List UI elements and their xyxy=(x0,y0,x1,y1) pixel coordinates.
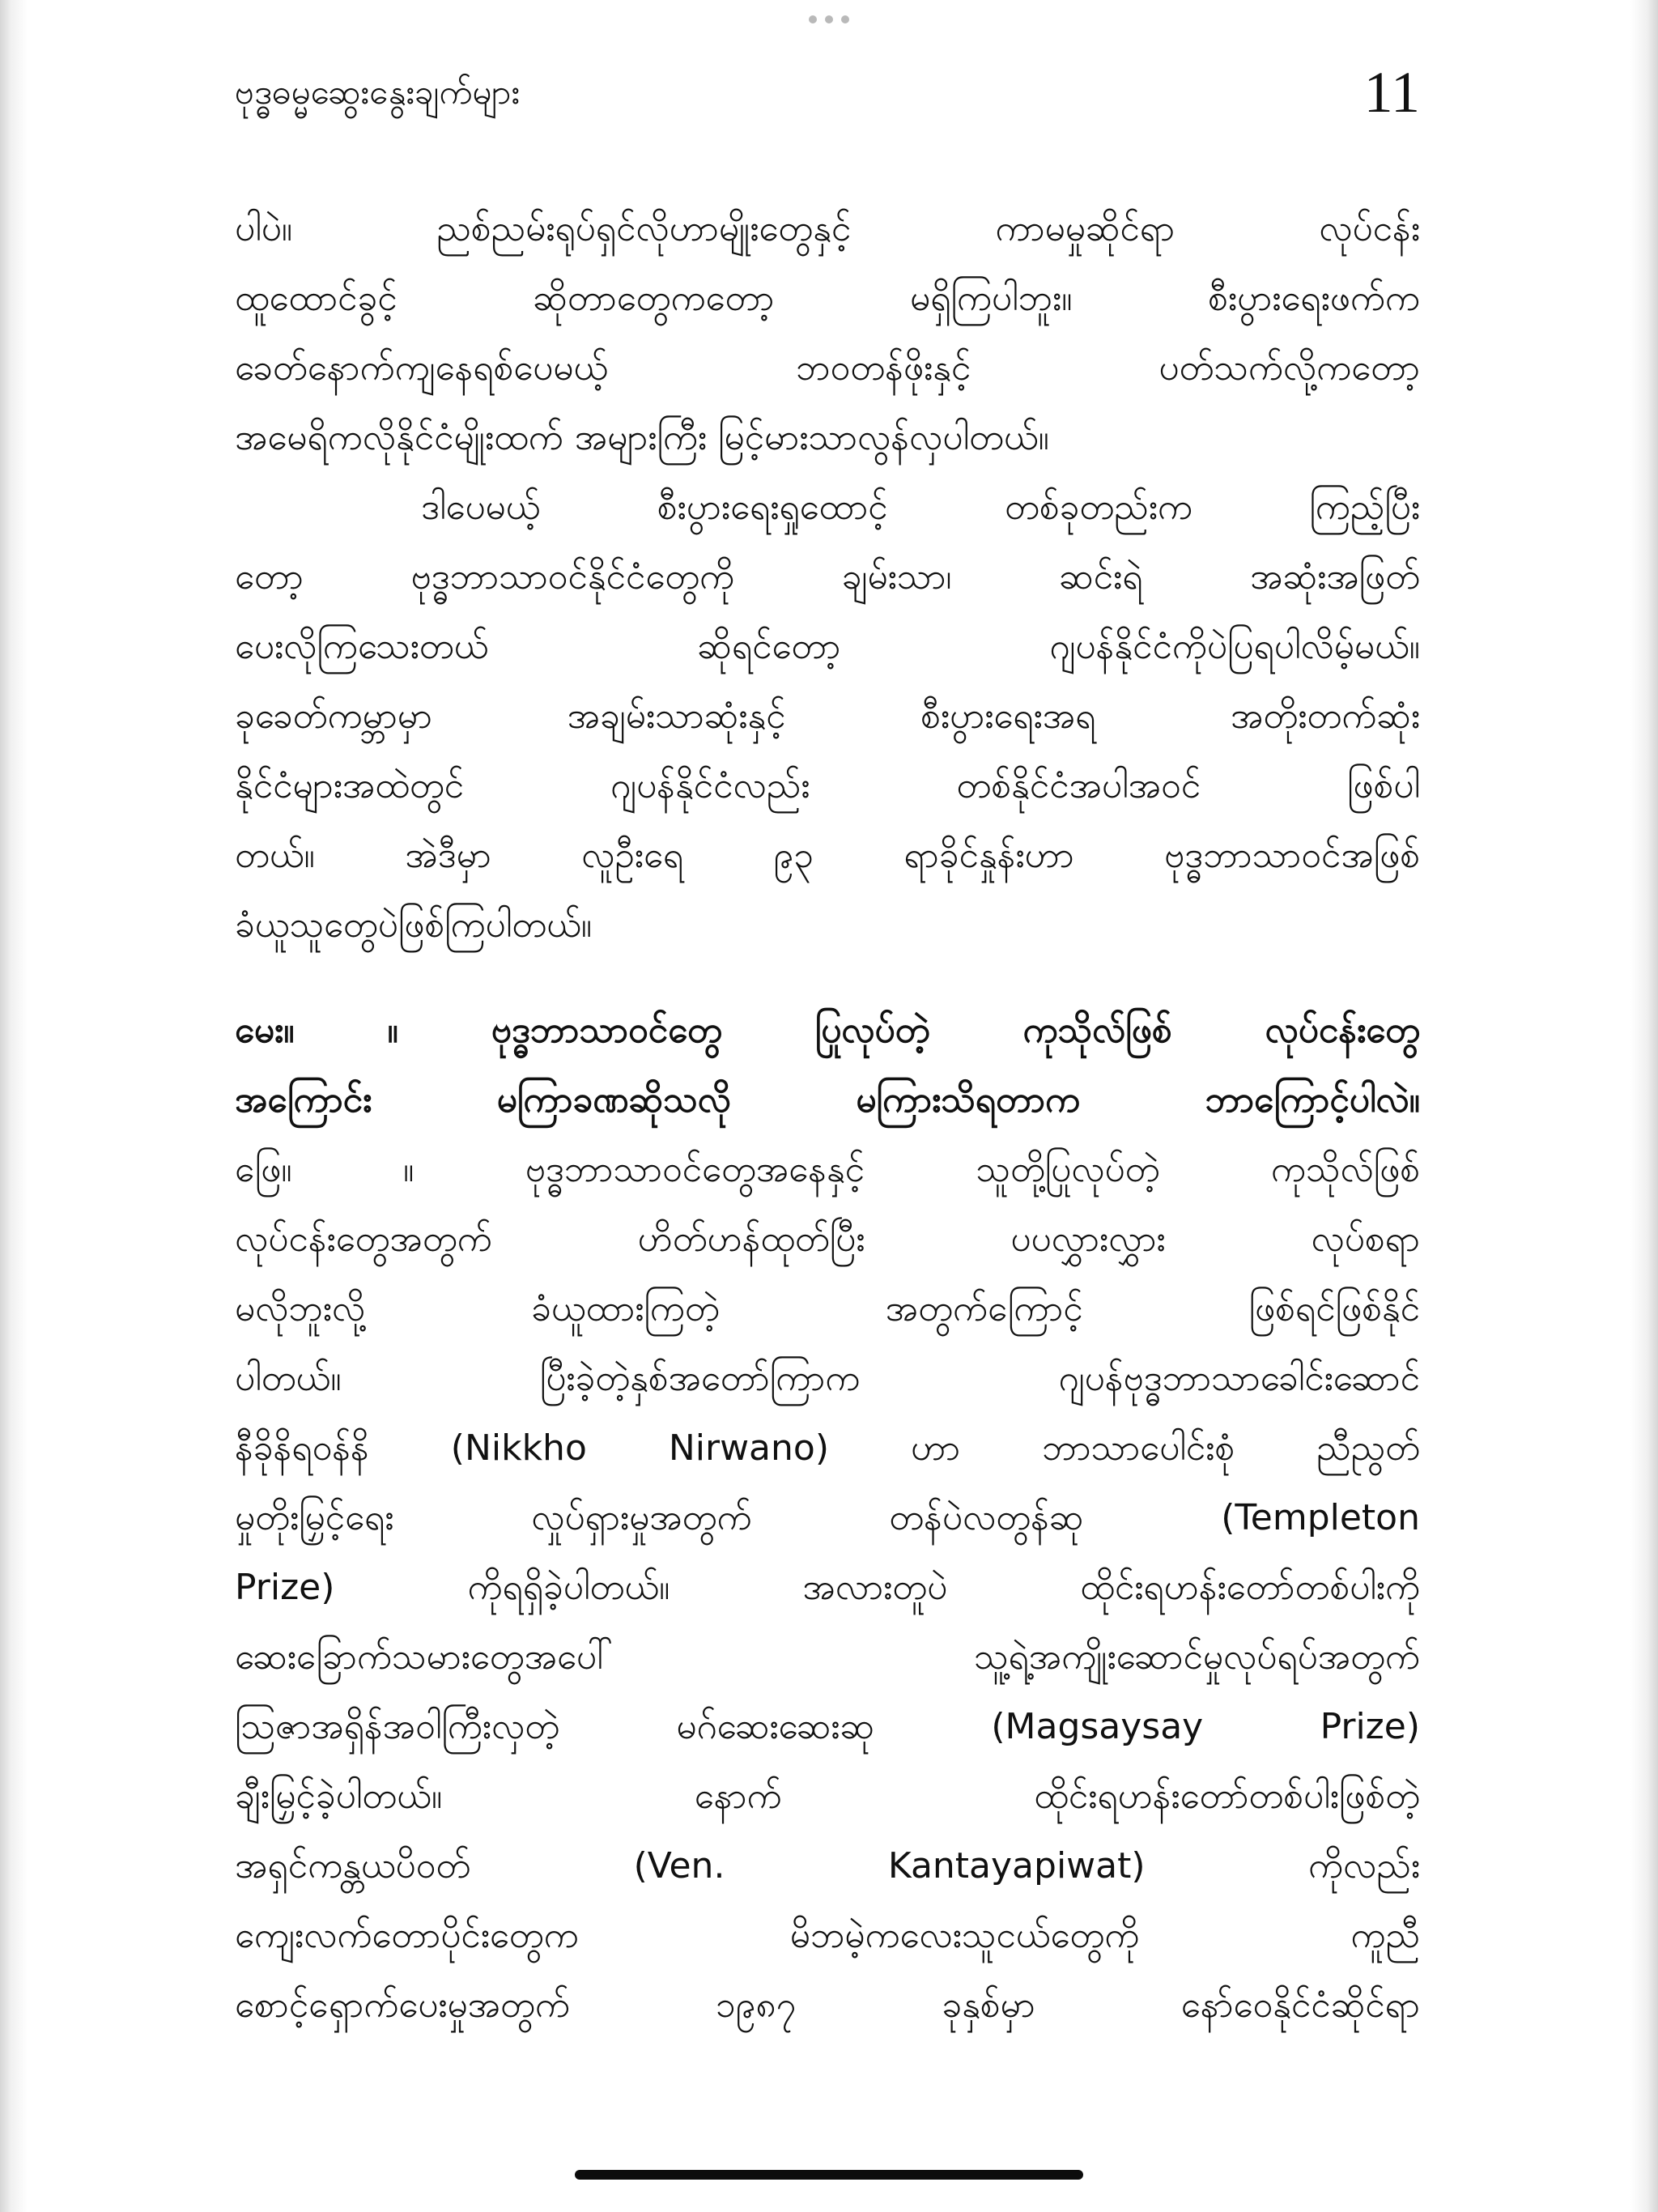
answer-line: အရှင်ကန္တယပိဝတ် (Ven. Kantayapiwat) ကိုလည်း xyxy=(235,1845,1420,1887)
page-body-qa xyxy=(235,996,1420,2040)
answer-line: ဩဇာအရှိန်အဝါကြီးလှတဲ့ မဂ်ဆေးဆေးဆု (Magsaysay Prize) xyxy=(235,1706,1420,1747)
question-line: မေး။ ။ ဗုဒ္ဓဘာသာဝင်တွေ ပြုလုပ်တဲ့ ကုသိုလ်ဖြစ် လုပ်ငန်းတွေ xyxy=(235,1010,1420,1051)
home-indicator[interactable] xyxy=(575,2170,1083,2180)
answer-line: နီခိုနိရဝန်နိ (Nikkho Nirwano) ဟာ ဘာသာပေါင်းစုံ ညီညွတ် xyxy=(235,1427,1420,1469)
answer-line: မလိုဘူးလို့ ခံယူထားကြတဲ့ အတွက်ကြောင့် ဖြစ်ရင်ဖြစ်နိုင် xyxy=(235,1288,1420,1329)
answer-line: မှုတိုးမြှင့်ရေး လှုပ်ရှားမှုအတွက် တန်ပဲလတွန်ဆု (Templeton xyxy=(235,1497,1420,1538)
text-line: ဒါပေမယ့် စီးပွားရေးရှုထောင့် တစ်ခုတည်းက ကြည့်ပြီး xyxy=(421,487,1420,528)
page-body-top xyxy=(235,194,1420,960)
text-line: နိုင်ငံများအထဲတွင် ဂျပန်နိုင်ငံလည်း တစ်နိုင်ငံအပါအဝင် ဖြစ်ပါ xyxy=(235,765,1420,806)
text-line: ခုခေတ်ကမ္ဘာမှာ အချမ်းသာဆုံးနှင့် စီးပွားရေးအရ အတိုးတက်ဆုံး xyxy=(235,696,1420,737)
more-options-icon[interactable] xyxy=(809,11,849,28)
running-title: ဗုဒ္ဓဓမ္မဆွေးနွေးချက်များ xyxy=(235,72,520,112)
text-line: ထူထောင်ခွင့် ဆိုတာတွေကတော့ မရှိကြပါဘူး။ စီးပွားရေးဖက်က xyxy=(235,278,1420,319)
answer-line: လုပ်ငန်းတွေအတွက် ဟိတ်ဟန်ထုတ်ပြီး ပပလွှားလွှား လုပ်စရာ xyxy=(235,1219,1420,1260)
text-line: တယ်။ အဲဒီမှာ လူဦးရေ ၉၃ ရာခိုင်နှုန်းဟာ ဗုဒ္ဓဘာသာဝင်အဖြစ် xyxy=(235,835,1420,876)
answer-line: ဆေးခြောက်သမားတွေအပေါ် သူ့ရဲ့အကျိုးဆောင်မှုလုပ်ရပ်အတွက် xyxy=(235,1636,1420,1678)
page-left-edge xyxy=(0,0,28,2212)
text-line: ပေးလိုကြသေးတယ် ဆိုရင်တော့ ဂျပန်နိုင်ငံကိုပဲပြရပါလိမ့်မယ်။ xyxy=(235,626,1420,667)
dot-icon xyxy=(825,15,833,23)
text-line: တော့ ဗုဒ္ဓဘာသာဝင်နိုင်ငံတွေကို ချမ်းသာ၊ ဆင်းရဲ အဆုံးအဖြတ် xyxy=(235,556,1420,598)
answer-line: စောင့်ရှောက်ပေးမှုအတွက် ၁၉၈၇ ခုနှစ်မှာ နော်ဝေနိုင်ငံဆိုင်ရာ xyxy=(235,1984,1420,2026)
dot-icon xyxy=(809,15,817,23)
question-line: အကြောင်း မကြာခဏဆိုသလို မကြားသိရတာက ဘာကြောင့်ပါလဲ။ xyxy=(235,1079,1420,1121)
text-line: အမေရိကလိုနိုင်ငံမျိုးထက် အများကြီး မြင့်မားသာလွန်လှပါတယ်။ xyxy=(235,417,1049,458)
text-line: ခေတ်နောက်ကျနေရစ်ပေမယ့် ဘဝတန်ဖိုးနှင့် ပတ်သက်လို့ကတော့ xyxy=(235,347,1420,389)
answer-line: ချီးမြှင့်ခဲ့ပါတယ်။ နောက် ထိုင်းရဟန်းတော်တစ်ပါးဖြစ်တဲ့ xyxy=(235,1776,1420,1817)
text-line: ပါပဲ။ ညစ်ညမ်းရုပ်ရှင်လိုဟာမျိုးတွေနှင့် ကာမမှုဆိုင်ရာ လုပ်ငန်း xyxy=(235,208,1420,249)
dot-icon xyxy=(841,15,849,23)
page-header xyxy=(235,52,1420,133)
page-right-edge xyxy=(1630,0,1658,2212)
answer-line: ဖြေ။ ။ ဗုဒ္ဓဘာသာဝင်တွေအနေနှင့် သူတို့ပြုလုပ်တဲ့ ကုသိုလ်ဖြစ် xyxy=(235,1149,1420,1190)
answer-line: Prize) ကိုရရှိခဲ့ပါတယ်။ အလားတူပဲ ထိုင်းရဟန်းတော်တစ်ပါးကို xyxy=(235,1567,1420,1608)
answer-line: ပါတယ်။ ပြီးခဲ့တဲ့နှစ်အတော်ကြာက ဂျပန်ဗုဒ္ဓဘာသာခေါင်းဆောင် xyxy=(235,1358,1420,1399)
answer-line: ကျေးလက်တောပိုင်းတွေက မိဘမဲ့ကလေးသူငယ်တွေကို ကူညီ xyxy=(235,1915,1420,1956)
page-number: 11 xyxy=(1363,60,1420,125)
text-line: ခံယူသူတွေပဲဖြစ်ကြပါတယ်။ xyxy=(235,904,593,946)
